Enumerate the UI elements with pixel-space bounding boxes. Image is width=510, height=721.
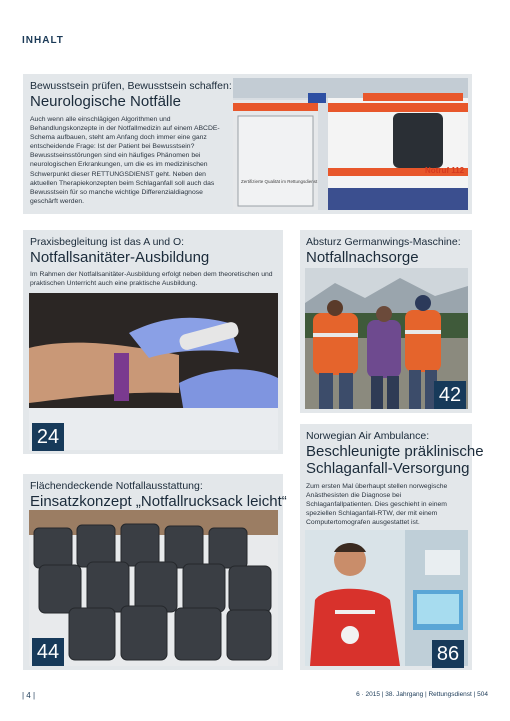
page-number-badge[interactable]: 24: [32, 423, 64, 451]
page-label: | 4 |: [22, 691, 36, 700]
page-number-badge[interactable]: 42: [434, 381, 466, 409]
article-headline[interactable]: Neurologische Notfälle: [30, 93, 181, 110]
notruf-sign: Notruf 112: [425, 166, 465, 175]
article-body: Zum ersten Mal überhaupt stellen norwegische Anästhesisten die Diagnose bei Schlaganfallpatienten. Dies geschieht in einem speziellen Schlaganfall-RTW, der mit einem Computertomografen ausgestattet ist.: [306, 483, 448, 527]
article-headline-line-1[interactable]: Beschleunigte präklinische: [306, 443, 484, 460]
article-body: Im Rahmen der Notfallsanitäter-Ausbildung erfolgt neben dem theoretischen und praktischen Unterricht auch eine praktische Ausbildung.: [30, 271, 273, 288]
article-headline[interactable]: Notfallsanitäter-Ausbildung: [30, 249, 210, 266]
article-body: Auch wenn alle einschlägigen Algorithmen und Behandlungskonzepte in der Notfallmedizin auf einem ABCDE-Schema aufbauen, steht am Anfang doch immer eine ganz entscheidende Frage: Ist der Patient bei Bewusstsein? Bewusstseinsstörungen sind ein häufiges Phänomen bei neurologischen Erkrankungen, um die es im medizinischen Schwerpunkt dieser RETTUNGSDIENST geht. Neben den aktuellen Therapiekonzepten beim Schlaganfall soll auch das Bewusstsein für so manche wichtige Differenzialdiagnose geschärft werden.: [30, 116, 220, 205]
cert-sign: Zertifizierte Qualität im Rettungsdienst: [241, 179, 318, 184]
page-number-badge[interactable]: 86: [432, 640, 464, 668]
training-image: [29, 293, 278, 450]
article-kicker: Praxisbegleitung ist das A und O:: [30, 236, 185, 248]
page-number-badge[interactable]: 44: [32, 638, 64, 666]
article-kicker: Absturz Germanwings-Maschine:: [306, 236, 461, 248]
backpacks-image: [29, 510, 278, 666]
article-kicker: Bewusstsein prüfen, Bewusstsein schaffen:: [30, 80, 232, 92]
article-headline[interactable]: Notfallnachsorge: [306, 249, 419, 266]
article-kicker: Norwegian Air Ambulance:: [306, 430, 430, 442]
section-header: INHALT: [22, 35, 64, 46]
article-headline[interactable]: Einsatzkonzept „Notfallrucksack leicht“: [30, 493, 287, 510]
issue-info: 6 · 2015 | 38. Jahrgang | Rettungsdienst | 504: [356, 691, 488, 698]
article-headline-line-2[interactable]: Schlaganfall-Versorgung: [306, 460, 470, 477]
article-kicker: Flächendeckende Notfallausstattung:: [30, 480, 203, 492]
ambulance-image: [233, 78, 468, 210]
